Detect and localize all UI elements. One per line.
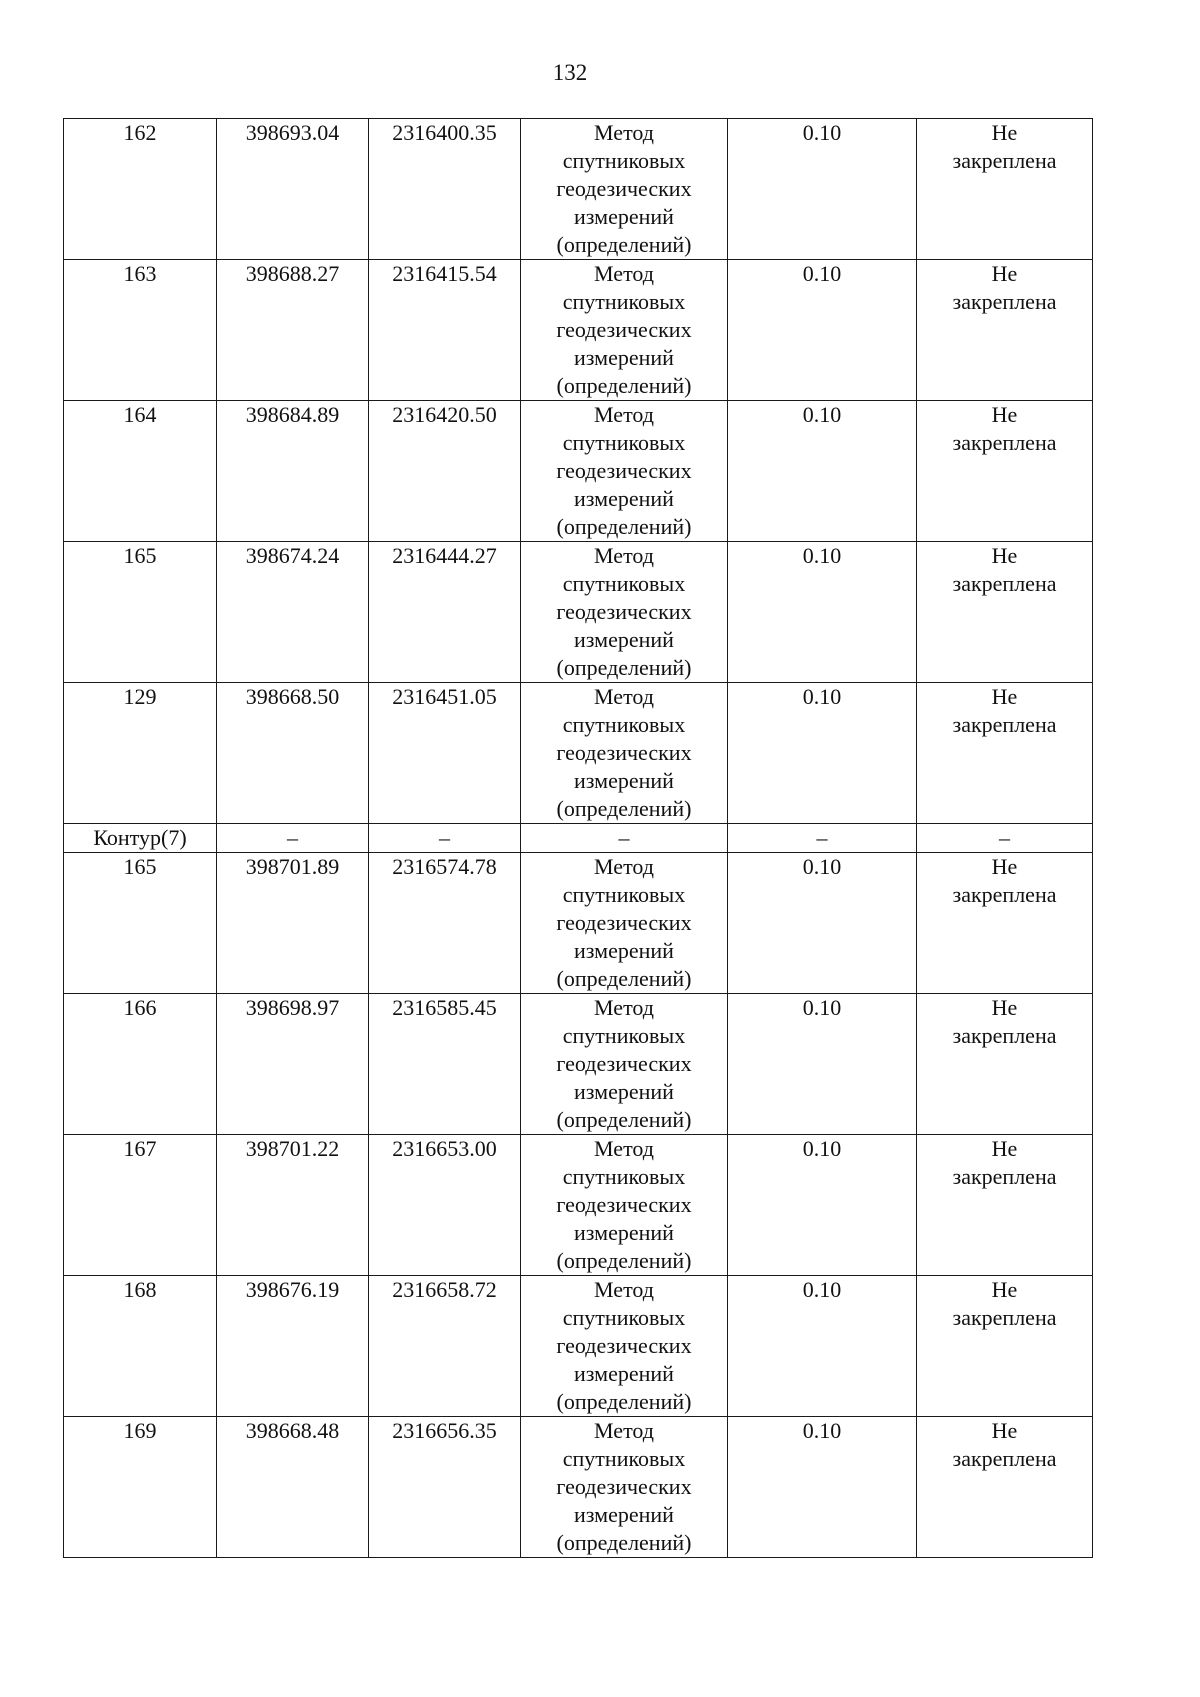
method-line: (определений) (556, 1248, 692, 1273)
fixing-cell (917, 401, 1093, 542)
method-line: (определений) (556, 373, 692, 398)
fixing-cell (917, 994, 1093, 1135)
method-line: спутниковых (562, 148, 686, 173)
method-line: спутниковых (562, 571, 686, 596)
x-coordinate-cell: 398701.22 (217, 1135, 369, 1276)
method-line: геодезических (556, 1192, 692, 1217)
fixing-line: Не (991, 854, 1018, 879)
method-line: геодезических (556, 740, 692, 765)
y-coordinate-cell: 2316574.78 (369, 853, 521, 994)
accuracy-cell: 0.10 (728, 1276, 917, 1417)
fixing-line: закреплена (952, 1164, 1057, 1189)
x-coordinate-cell: 398688.27 (217, 260, 369, 401)
method-line: измерений (574, 938, 674, 963)
method-line: геодезических (556, 176, 692, 201)
fixing-cell: – (917, 824, 1093, 853)
method-line: измерений (574, 1361, 674, 1386)
method-line: геодезических (556, 910, 692, 935)
fixing-line: закреплена (952, 148, 1057, 173)
method-line: спутниковых (562, 1023, 686, 1048)
method-line: Метод (594, 261, 654, 286)
table-row (64, 994, 1093, 1135)
y-coordinate-cell: 2316451.05 (369, 683, 521, 824)
table-row (64, 119, 1093, 260)
y-coordinate-cell: 2316444.27 (369, 542, 521, 683)
y-coordinate-cell: 2316585.45 (369, 994, 521, 1135)
x-coordinate-cell: 398698.97 (217, 994, 369, 1135)
fixing-line: Не (991, 1418, 1018, 1443)
point-id-cell: 164 (64, 401, 217, 542)
method-line: (определений) (556, 655, 692, 680)
method-line: Метод (594, 1418, 654, 1443)
contour-row (64, 824, 1093, 853)
fixing-line: закреплена (952, 882, 1057, 907)
table-row (64, 401, 1093, 542)
method-line: спутниковых (562, 712, 686, 737)
method-line: спутниковых (562, 882, 686, 907)
method-line: Метод (594, 854, 654, 879)
method-line: Метод (594, 684, 654, 709)
method-line: (определений) (556, 1107, 692, 1132)
fixing-line: Не (991, 1277, 1018, 1302)
x-coordinate-cell: 398668.48 (217, 1417, 369, 1558)
method-line: геодезических (556, 317, 692, 342)
method-line: измерений (574, 486, 674, 511)
table-row (64, 260, 1093, 401)
fixing-line: Не (991, 543, 1018, 568)
method-line: измерений (574, 345, 674, 370)
accuracy-cell: 0.10 (728, 119, 917, 260)
point-id-cell: 162 (64, 119, 217, 260)
method-line: измерений (574, 1502, 674, 1527)
y-coordinate-cell: 2316400.35 (369, 119, 521, 260)
method-line: Метод (594, 995, 654, 1020)
page-number: 132 (552, 60, 588, 85)
method-line: геодезических (556, 599, 692, 624)
accuracy-cell: – (728, 824, 917, 853)
method-line: спутниковых (562, 289, 686, 314)
fixing-line: Не (991, 261, 1018, 286)
x-coordinate-cell: 398668.50 (217, 683, 369, 824)
table-row (64, 542, 1093, 683)
x-coordinate-cell: 398693.04 (217, 119, 369, 260)
point-id-cell: 167 (64, 1135, 217, 1276)
fixing-cell (917, 853, 1093, 994)
method-cell (521, 1135, 728, 1276)
contour-label-cell: Контур(7) (64, 824, 217, 853)
fixing-cell (917, 260, 1093, 401)
y-coordinate-cell: 2316415.54 (369, 260, 521, 401)
fixing-cell (917, 1276, 1093, 1417)
method-line: геодезических (556, 1333, 692, 1358)
fixing-cell (917, 1135, 1093, 1276)
y-coordinate-cell: 2316656.35 (369, 1417, 521, 1558)
method-line: спутниковых (562, 1446, 686, 1471)
point-id-cell: 163 (64, 260, 217, 401)
method-line: (определений) (556, 1530, 692, 1555)
method-cell (521, 401, 728, 542)
point-id-cell: 165 (64, 542, 217, 683)
fixing-line: закреплена (952, 712, 1057, 737)
method-cell (521, 119, 728, 260)
point-id-cell: 169 (64, 1417, 217, 1558)
fixing-line: Не (991, 402, 1018, 427)
method-line: (определений) (556, 966, 692, 991)
method-line: измерений (574, 204, 674, 229)
accuracy-cell: 0.10 (728, 260, 917, 401)
x-coordinate-cell: 398676.19 (217, 1276, 369, 1417)
method-line: (определений) (556, 796, 692, 821)
y-coordinate-cell: 2316653.00 (369, 1135, 521, 1276)
method-cell (521, 1276, 728, 1417)
table-row (64, 1276, 1093, 1417)
table-row (64, 1417, 1093, 1558)
y-cell: – (369, 824, 521, 853)
accuracy-cell: 0.10 (728, 1135, 917, 1276)
method-line: спутниковых (562, 1305, 686, 1330)
method-line: измерений (574, 627, 674, 652)
fixing-cell (917, 1417, 1093, 1558)
fixing-line: закреплена (952, 430, 1057, 455)
method-line: Метод (594, 543, 654, 568)
fixing-line: закреплена (952, 1446, 1057, 1471)
table-row (64, 853, 1093, 994)
method-line: Метод (594, 120, 654, 145)
method-cell (521, 260, 728, 401)
table-row (64, 683, 1093, 824)
accuracy-cell: 0.10 (728, 401, 917, 542)
method-line: спутниковых (562, 430, 686, 455)
method-cell (521, 542, 728, 683)
method-line: спутниковых (562, 1164, 686, 1189)
method-cell (521, 853, 728, 994)
coordinates-table (63, 118, 1093, 1558)
method-line: Метод (594, 1136, 654, 1161)
fixing-line: Не (991, 995, 1018, 1020)
y-coordinate-cell: 2316658.72 (369, 1276, 521, 1417)
accuracy-cell: 0.10 (728, 853, 917, 994)
table-body (64, 119, 1093, 1558)
method-cell (521, 683, 728, 824)
x-coordinate-cell: 398701.89 (217, 853, 369, 994)
method-line: измерений (574, 1220, 674, 1245)
method-line: Метод (594, 402, 654, 427)
fixing-cell (917, 683, 1093, 824)
fixing-line: Не (991, 1136, 1018, 1161)
x-coordinate-cell: 398674.24 (217, 542, 369, 683)
method-line: измерений (574, 768, 674, 793)
method-line: (определений) (556, 514, 692, 539)
method-line: измерений (574, 1079, 674, 1104)
accuracy-cell: 0.10 (728, 1417, 917, 1558)
fixing-line: закреплена (952, 289, 1057, 314)
fixing-cell (917, 542, 1093, 683)
method-cell (521, 1417, 728, 1558)
y-coordinate-cell: 2316420.50 (369, 401, 521, 542)
fixing-line: закреплена (952, 1305, 1057, 1330)
method-line: геодезических (556, 1051, 692, 1076)
x-coordinate-cell: 398684.89 (217, 401, 369, 542)
method-line: (определений) (556, 1389, 692, 1414)
method-line: (определений) (556, 232, 692, 257)
method-line: геодезических (556, 458, 692, 483)
method-line: Метод (594, 1277, 654, 1302)
point-id-cell: 129 (64, 683, 217, 824)
accuracy-cell: 0.10 (728, 542, 917, 683)
method-line: геодезических (556, 1474, 692, 1499)
point-id-cell: 168 (64, 1276, 217, 1417)
table-row (64, 1135, 1093, 1276)
accuracy-cell: 0.10 (728, 683, 917, 824)
point-id-cell: 166 (64, 994, 217, 1135)
fixing-cell (917, 119, 1093, 260)
method-cell (521, 994, 728, 1135)
method-cell: – (521, 824, 728, 853)
x-cell: – (217, 824, 369, 853)
point-id-cell: 165 (64, 853, 217, 994)
fixing-line: Не (991, 120, 1018, 145)
fixing-line: закреплена (952, 571, 1057, 596)
fixing-line: закреплена (952, 1023, 1057, 1048)
accuracy-cell: 0.10 (728, 994, 917, 1135)
fixing-line: Не (991, 684, 1018, 709)
